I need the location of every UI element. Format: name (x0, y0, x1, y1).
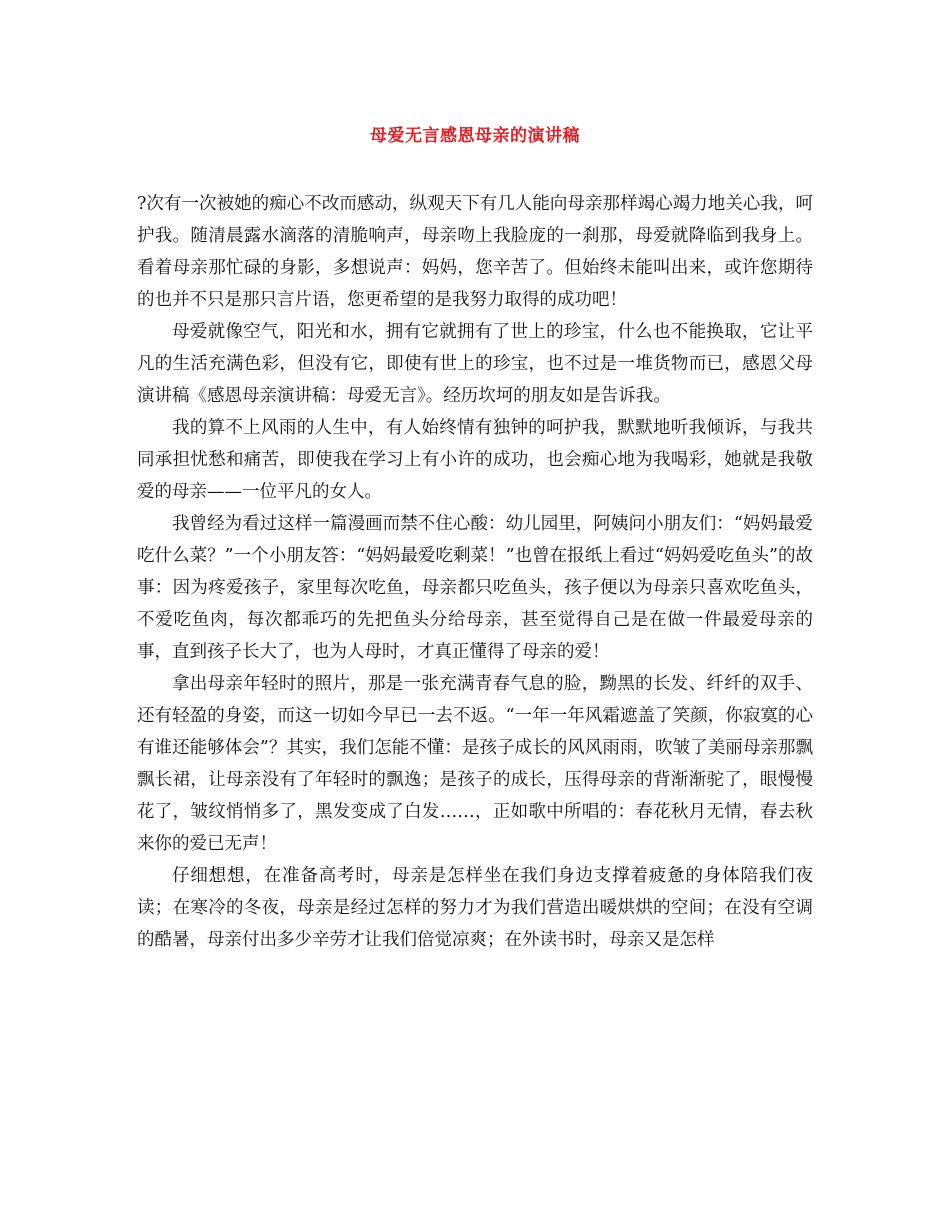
document-body (137, 188, 813, 956)
paragraph-2: 母爱就像空气，阳光和水，拥有它就拥有了世上的珍宝，什么也不能换取，它让平凡的生活充满色彩，但没有它，即使有世上的珍宝，也不过是一堆货物而已，感恩父母演讲稿《感恩母亲演讲稿：母爱无言》。经历坎坷的朋友如是告诉我。 (137, 322, 813, 406)
document-title: 母爱无言感恩母亲的演讲稿 (370, 126, 580, 146)
paragraph-3: 我的算不上风雨的人生中，有人始终情有独钟的呵护我，默默地听我倾诉，与我共同承担忧愁和痛苦，即使我在学习上有小许的成功，也会痴心地为我喝彩，她就是我敬爱的母亲——一位平凡的女人。 (137, 418, 813, 502)
paragraph-6: 仔细想想，在准备高考时，母亲是怎样坐在我们身边支撑着疲惫的身体陪我们夜读；在寒冷的冬夜，母亲是经过怎样的努力才为我们营造出暖烘烘的空间；在没有空调的酷暑，母亲付出多少辛劳才让我们倍觉凉爽；在外读书时，母亲又是怎样 (137, 866, 813, 950)
paragraph-5: 拿出母亲年轻时的照片，那是一张充满青春气息的脸，黝黑的长发、纤纤的双手、还有轻盈的身姿，而这一切如今早已一去不返。“一年一年风霜遮盖了笑颜，你寂寞的心有谁还能够体会”？其实，我们怎能不懂：是孩子成长的风风雨雨，吹皱了美丽母亲那飘飘长裙，让母亲没有了年轻时的飘逸；是孩子的成长，压得母亲的背渐渐驼了，眼慢慢花了，皱纹悄悄多了，黑发变成了白发……，正如歌中所唱的：春花秋月无情，春去秋来你的爱已无声！ (137, 674, 813, 854)
paragraph-4: 我曾经为看过这样一篇漫画而禁不住心酸：幼儿园里，阿姨问小朋友们：“妈妈最爱吃什么菜？”一个小朋友答：“妈妈最爱吃剩菜！”也曾在报纸上看过“妈妈爱吃鱼头”的故事：因为疼爱孩子，家里每次吃鱼，母亲都只吃鱼头，孩子便以为母亲只喜欢吃鱼头，不爱吃鱼肉，每次都乖巧的先把鱼头分给母亲，甚至觉得自己是在做一件最爱母亲的事，直到孩子长大了，也为人母时，才真正懂得了母亲的爱！ (137, 514, 813, 662)
paragraph-1: ?次有一次被她的痴心不改而感动，纵观天下有几人能向母亲那样竭心竭力地关心我，呵护我。随清晨露水滴落的清脆响声，母亲吻上我脸庞的一刹那，母爱就降临到我身上。看着母亲那忙碌的身影，多想说声：妈妈，您辛苦了。但始终未能叫出来，或许您期待的也并不只是那只言片语，您更希望的是我努力取得的成功吧！ (137, 194, 813, 310)
